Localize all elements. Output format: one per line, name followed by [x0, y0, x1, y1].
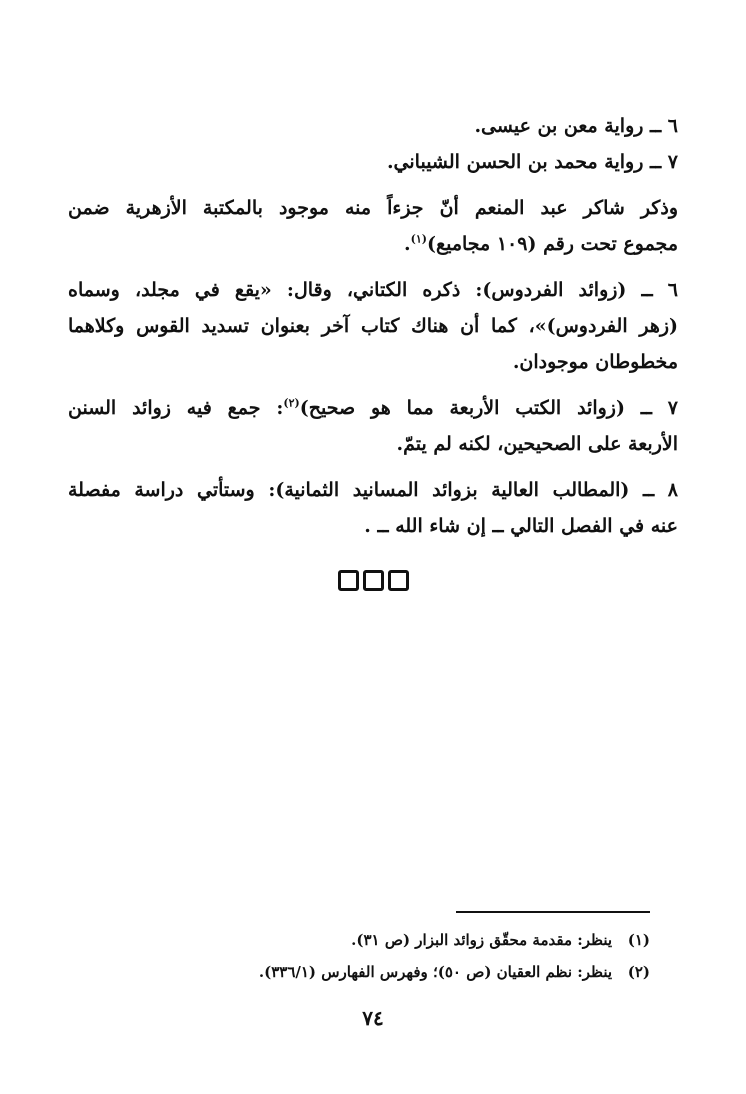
- footnote-1: (١) ينظر: مقدمة محقّق زوائد البزار (ص ٣١).: [351, 931, 650, 949]
- paragraph-line: ٨ ــ (المطالب العالية بزوائد المسانيد الثمانية): وستأتي دراسة مفصلة: [68, 479, 678, 501]
- paragraph-line: مخطوطان موجودان.: [512, 351, 678, 373]
- paragraph-matalib: [68, 472, 678, 544]
- main-text: [68, 108, 678, 544]
- square-ornament-icon: [338, 570, 359, 591]
- footnote-ref-2: (٢): [283, 396, 300, 410]
- square-ornament-icon: [388, 570, 409, 591]
- footnote-separator: [456, 911, 650, 913]
- footnote-ref-1: (١): [410, 232, 427, 246]
- page-number: ٧٤: [362, 1006, 384, 1030]
- paragraph-line: عنه في الفصل التالي ــ إن شاء الله ــ .: [364, 515, 678, 537]
- paragraph-line: وذكر شاكر عبد المنعم أنّ جزءاً منه موجود بالمكتبة الأزهرية ضمن: [68, 197, 678, 219]
- paragraph-line: مجموع تحت رقم (١٠٩ مجاميع)$^{(١)}$.: [404, 232, 678, 255]
- paragraph-line: الأربعة على الصحيحين، لكنه لم يتمّ.: [396, 433, 678, 455]
- footnote-2: (٢) ينظر: نظم العقيان (ص ٥٠)؛ وفهرس الفهارس (٣٣٦/١).: [258, 963, 650, 981]
- section-divider: [0, 570, 746, 591]
- square-ornament-icon: [363, 570, 384, 591]
- paragraph-zawaid-firdaws: [68, 272, 678, 380]
- paragraph-line: ٧ ــ (زوائد الكتب الأربعة مما هو صحيح)$^{(٢)}$: جمع فيه زوائد السنن: [68, 396, 679, 419]
- footnotes: [96, 924, 650, 988]
- paragraph-line: ٦ ــ (زوائد الفردوس): ذكره الكتاني، وقال: «يقع في مجلد، وسماه: [68, 279, 678, 301]
- paragraph-azhar: [68, 190, 678, 262]
- list-item-6: ٦ ــ رواية معن بن عيسى.: [474, 115, 678, 137]
- paragraph-line: (زهر الفردوس)»، كما أن هناك كتاب آخر بعنوان تسديد القوس وكلاهما: [68, 315, 678, 337]
- paragraph-zawaid-kutub: [68, 390, 678, 462]
- list-item-7: ٧ ــ رواية محمد بن الحسن الشيباني.: [386, 151, 678, 173]
